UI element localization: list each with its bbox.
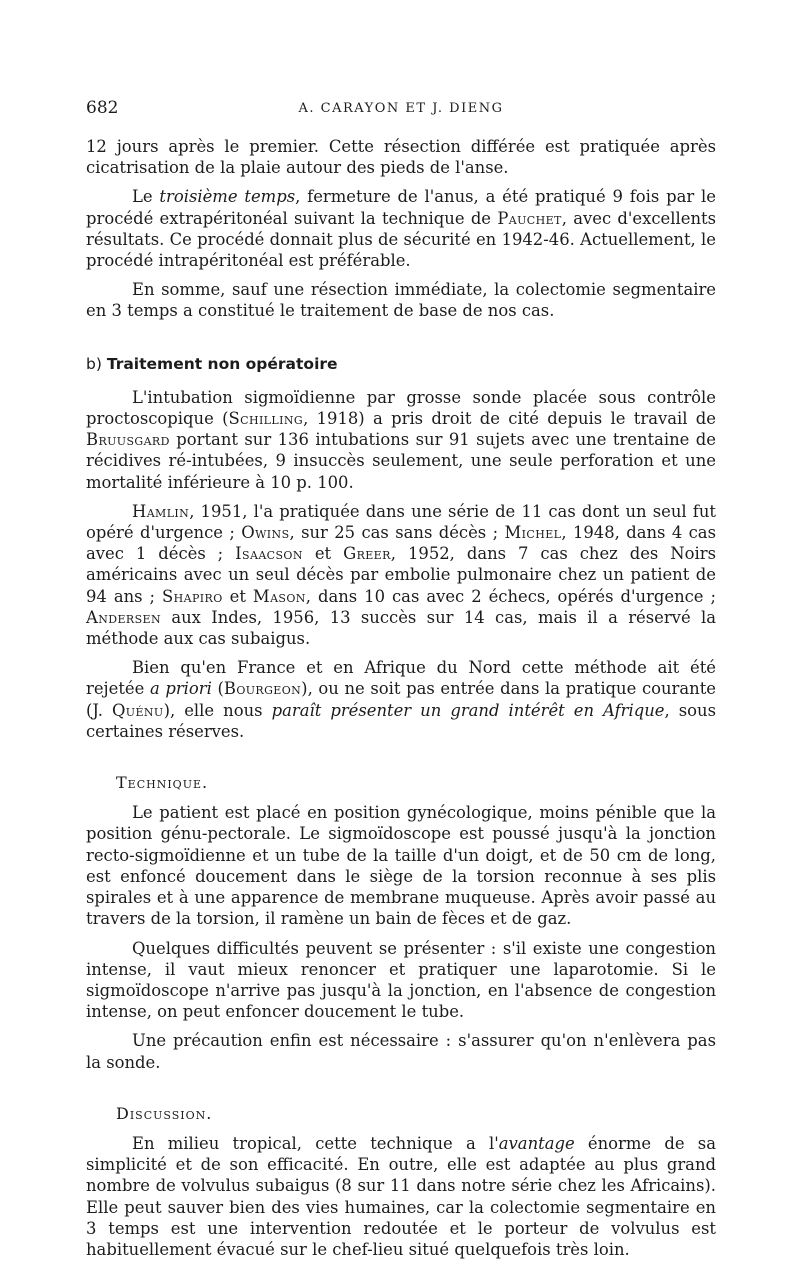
running-head: A. CARAYON ET J. DIENG <box>298 101 504 116</box>
paragraph: Le patient est placé en position gynécologique, moins pénible que la position génu-pectorale. Le sigmoïdoscope est poussé jusqu'à la jonction recto-sigmoïdienne et un tube de la taille d'un doigt, et de 50 cm de long, est enfoncé doucement dans le siège de la torsion reconnue à ses plis spirales et à une apparence de membrane muqueuse. Après avoir passé au travers de la torsion, il ramène un bain de fèces et de gaz. <box>86 803 716 929</box>
paragraph: 12 jours après le premier. Cette résection différée est pratiquée après cicatrisation de la plaie autour des pieds de l'anse. <box>86 137 716 178</box>
paragraph: Hamlin, 1951, l'a pratiquée dans une série de 11 cas dont un seul fut opéré d'urgence ; Owins, sur 25 cas sans décès ; Michel, 1948, dans 4 cas avec 1 décès ; Isaacson et Greer, 1952, dans 7 cas chez des Noirs américains avec un seul décès par embolie pulmonaire chez un patient de 94 ans ; Shapiro et Mason, dans 10 cas avec 2 échecs, opérés d'urgence ; Andersen aux Indes, 1956, 13 succès sur 14 cas, mais il a réservé la méthode aux cas subaigus. <box>86 501 716 649</box>
paragraph: En somme, sauf une résection immédiate, la colectomie segmentaire en 3 temps a constitué le traitement de base de nos cas. <box>86 280 716 321</box>
page-number: 682 <box>86 98 119 118</box>
paragraph: Une précaution enfin est nécessaire : s'assurer qu'on n'enlèvera pas la sonde. <box>86 1031 716 1072</box>
body-text <box>86 136 716 1268</box>
technique-heading: Technique. <box>116 773 209 793</box>
discussion-heading: Discussion. <box>116 1103 213 1123</box>
section-heading: b) Traitement non opératoire <box>86 354 338 373</box>
page-header <box>86 98 716 124</box>
paragraph: En milieu tropical, cette technique a l'avantage énorme de sa simplicité et de son efficacité. En outre, elle est adaptée au plus grand nombre de volvulus subaigus (8 sur 11 dans notre série chez les Africains). Elle peut sauver bien des vies humaines, car la colectomie segmentaire en 3 temps est une intervention redoutée et le porteur de volvulus est habituellement évacué sur le chef-lieu situé quelquefois très loin. <box>86 1133 716 1259</box>
paragraph: Le troisième temps, fermeture de l'anus, a été pratiqué 9 fois par le procédé extrapéritonéal suivant la technique de Pauchet, avec d'excellents résultats. Ce procédé donnait plus de sécurité en 1942-46. Actuellement, le procédé intrapéritonéal est préférable. <box>86 187 717 271</box>
paragraph: Bien qu'en France et en Afrique du Nord cette méthode ait été rejetée a priori (Bourgeon), ou ne soit pas entrée dans la pratique courante (J. Quénu), elle nous paraît présenter un grand intérêt en Afrique, sous certaines réserves. <box>86 658 716 741</box>
paragraph: L'intubation sigmoïdienne par grosse sonde placée sous contrôle proctoscopique (Schilling, 1918) a pris droit de cité depuis le travail de Bruusgard portant sur 136 intubations sur 91 sujets avec une trentaine de récidives ré-intubées, 9 insuccès seulement, une seule perforation et une mortalité inférieure à 10 p. 100. <box>86 387 716 492</box>
paragraph: Quelques difficultés peuvent se présenter : s'il existe une congestion intense, il vaut mieux renoncer et pratiquer une laparotomie. Si le sigmoïdoscope n'arrive pas jusqu'à la jonction, en l'absence de congestion intense, on peut enfoncer doucement le tube. <box>86 938 716 1022</box>
